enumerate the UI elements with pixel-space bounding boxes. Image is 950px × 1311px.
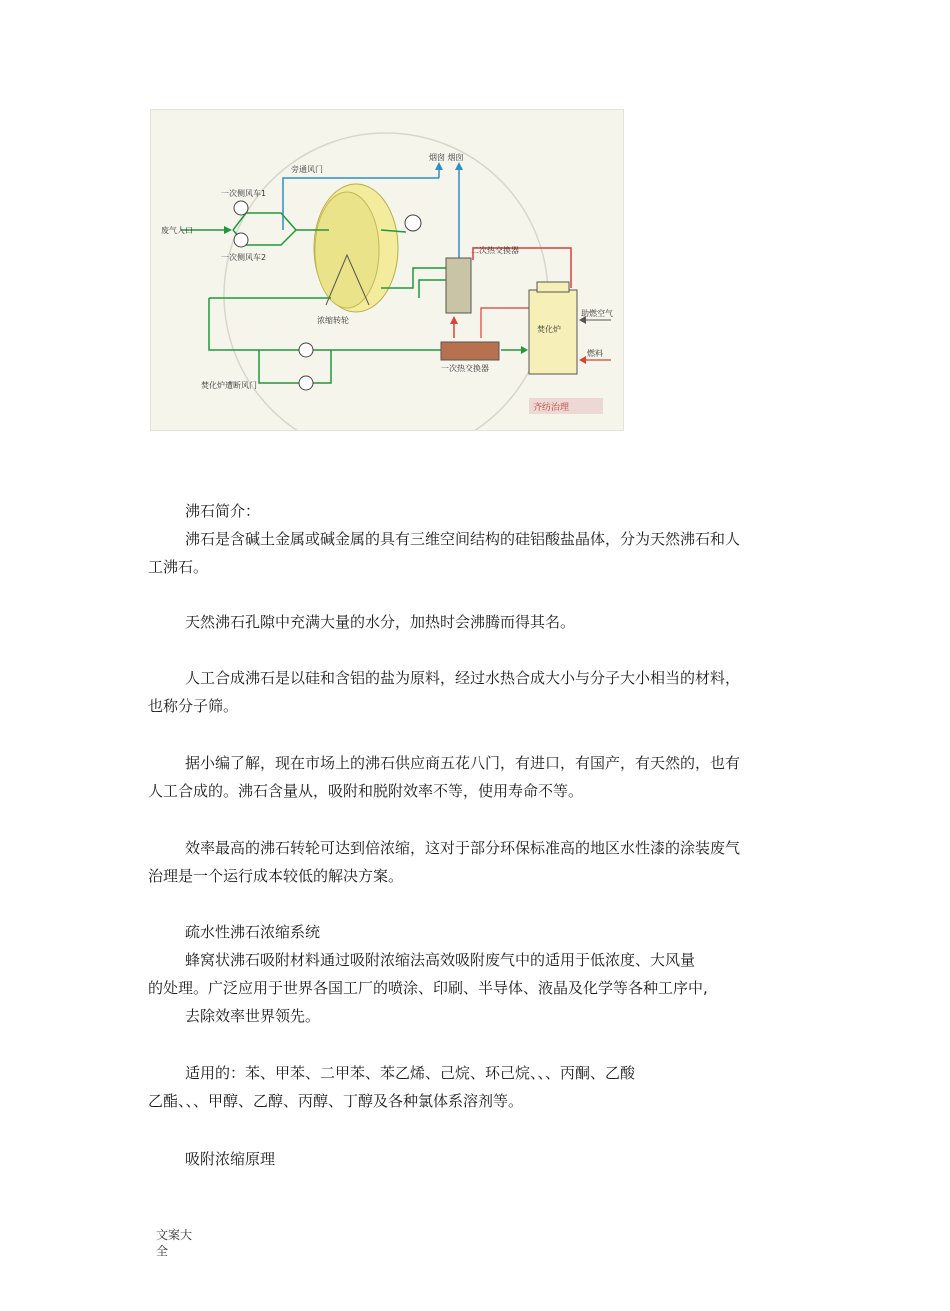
process-diagram: [150, 109, 624, 431]
heading-intro: 沸石简介：: [185, 502, 261, 520]
para-7: 适用的：苯、甲苯、二甲苯、苯乙烯、己烷、环己烷、、、丙酮、乙酸 乙酯、、、甲醇、乙醇、丙醇、丁醇及各种氯体系溶剂等。: [148, 1064, 636, 1110]
hydrophobic-section: [148, 918, 808, 1030]
label-bypass-damper: 旁通风门: [291, 165, 323, 174]
label-rotor: 浓缩转轮: [317, 316, 349, 325]
para-6-line-1: 蜂窝状沸石吸附材料通过吸附浓缩法高效吸附废气中的适用于低浓度、大风量: [185, 951, 696, 969]
label-secondary-hx: 二次热交换器: [471, 246, 519, 255]
label-fan2: 一次侧风车2: [221, 253, 267, 262]
fan-1-icon: [234, 201, 248, 215]
process-fan-icon: [299, 343, 313, 357]
process-diagram-svg: [151, 110, 623, 430]
label-incinerator: 焚化炉: [537, 325, 561, 334]
para-2: 天然沸石孔隙中充满大量的水分，加热时会沸腾而得其名。: [185, 613, 576, 631]
footer-line-2: 全: [156, 1244, 169, 1258]
para-1: 沸石是含碱土金属或碱金属的具有三维空间结构的硅铝酸盐晶体，分为天然沸石和人 工沸石。: [148, 530, 741, 576]
primary-heat-exchanger: [441, 342, 499, 360]
para-3: 人工合成沸石是以硅和含铝的盐为原料，经过水热合成大小与分子大小相当的材料， 也称分子筛。: [148, 669, 741, 715]
para-5: 效率最高的沸石转轮可达到倍浓缩，这对于部分环保标准高的地区水性漆的涂装废气 治理是一个运行成本较低的解决方案。: [148, 839, 741, 885]
exhaust-fan-icon: [405, 215, 421, 231]
bypass-fan-icon: [299, 376, 313, 390]
heading-hydrophobic: 疏水性沸石浓缩系统: [185, 923, 321, 941]
label-fan1: 一次侧风车1: [221, 189, 267, 198]
label-damper: 焚化炉遭断风门: [201, 381, 257, 390]
label-fuel: 燃料: [587, 349, 603, 358]
fan-2-icon: [234, 233, 248, 247]
para-4: 据小编了解，现在市场上的沸石供应商五花八门，有进口，有国产，有天然的，也有 人工合成的。沸石含量从，吸附和脱附效率不等，使用寿命不等。: [148, 754, 741, 800]
para-6-line-2: 的处理。广泛应用于世界各国工厂的喷涂、印刷、半导体、液晶及化学等各种工序中,: [148, 979, 708, 997]
rotor-face: [315, 192, 379, 308]
label-combustion-air: 助燃空气: [581, 309, 613, 318]
watermark: 齐纺治理: [533, 403, 570, 413]
article-body: [148, 497, 808, 581]
heading-principle: 吸附浓缩原理: [185, 1150, 276, 1168]
secondary-heat-exchanger: [446, 258, 471, 313]
para-6-line-3: 去除效率世界领先。: [185, 1007, 321, 1025]
label-chimney: 烟囱 烟囱: [429, 153, 464, 162]
label-primary-hx: 一次热交换器: [441, 364, 489, 373]
label-inlet: 废气人口: [161, 226, 193, 235]
footer-note: [156, 1227, 200, 1259]
footer-line-1: 文案大: [156, 1228, 193, 1242]
